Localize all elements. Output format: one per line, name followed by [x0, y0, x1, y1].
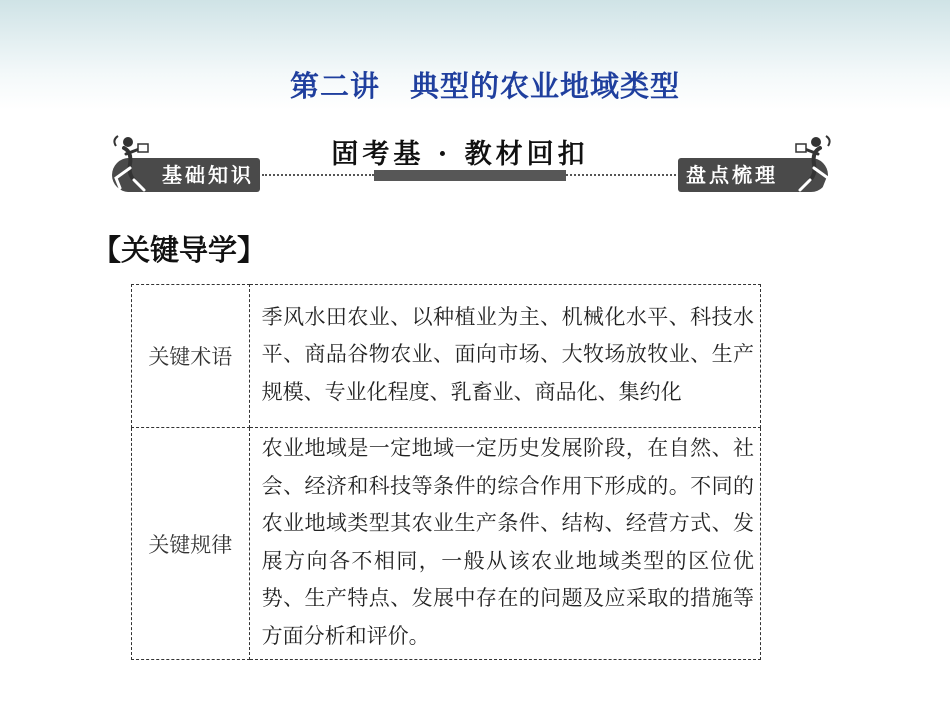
tag-review-summary: 盘点梳理 [678, 158, 828, 192]
table-row [132, 428, 761, 660]
banner-center-bar [374, 170, 566, 181]
banner-dots-right [566, 174, 676, 176]
banner-dots-left [262, 174, 374, 176]
row-label: 关键术语 [132, 285, 250, 428]
banner-heading: 固考基 · 教材回扣 [331, 139, 589, 170]
table-row [132, 285, 761, 428]
row-label: 关键规律 [132, 428, 250, 660]
lesson-title: 第二讲 典型的农业地域类型 [290, 69, 681, 103]
section-heading: 【关键导学】 [92, 233, 267, 267]
reading-figure-icon [790, 132, 840, 198]
tag-basic-knowledge: 基础知识 [112, 158, 260, 192]
row-content: 农业地域是一定地域一定历史发展阶段，在自然、社会、经济和科技等条件的综合作用下形成的。不同的农业地域类型其农业生产条件、结构、经营方式、发展方向各不相同，一般从该农业地域类型的区位优势、生产特点、发展中存在的问题及应采取的措施等方面分析和评价。 [249, 428, 760, 660]
reading-figure-icon [104, 132, 154, 198]
key-guide-table [131, 284, 761, 660]
row-content: 季风水田农业、以种植业为主、机械化水平、科技水平、商品谷物农业、面向市场、大牧场放牧业、生产规模、专业化程度、乳畜业、商品化、集约化 [249, 285, 760, 428]
